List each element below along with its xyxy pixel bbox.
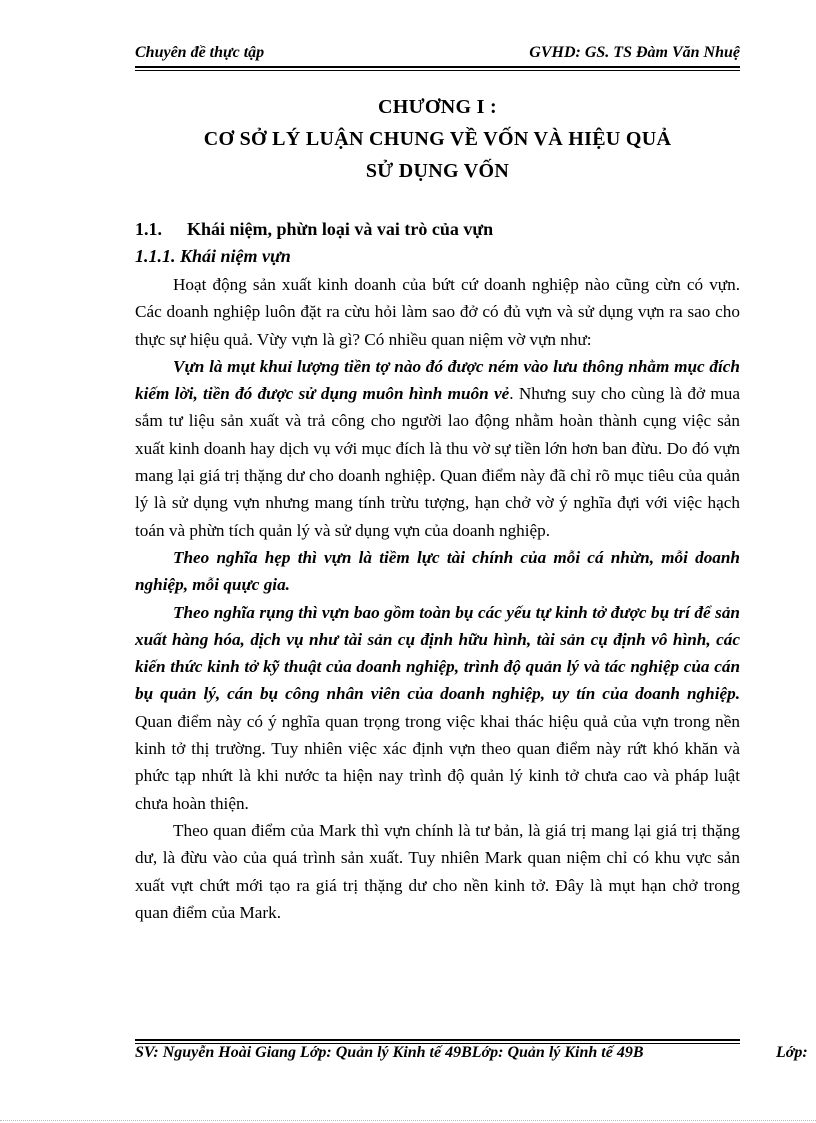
section-number: 1.1. (135, 219, 162, 239)
paragraph-2-text: . Nhưng suy cho cùng là đở mua sắm tư liệu sản xuất và trả công cho người lao động nhằm hoàn thành cụng việc sản xuất kinh doanh hay dịch vụ với mục đích là thu vờ sự tiền lớn hơn ban đừu. Do đó vựn mang lại giá trị thặng dư cho doanh nghiệp. Quan điểm này đã chỉ rõ mục tiêu của quản lý là sử dụng vựn nhưng mang tính trừu tượng, hạn chở vờ ý nghĩa đựi với việc hạch toán và phừn tích quản lý và sử dụng vựn của doanh nghiệp. (135, 384, 740, 540)
header-course-title: Chuyên đề thực tập (135, 44, 265, 61)
paragraph-4-text: Quan điểm này có ý nghĩa quan trọng trong việc khai thác hiệu quả của vựn trong nền kinh tở thị trường. Tuy nhiên việc xác định vựn theo quan điểm này rứt khó khăn và phức tạp nhứt là khi nước ta hiện nay trình độ quản lý kinh tở chưa cao và pháp luật chưa hoàn thiện. (135, 711, 740, 813)
header-advisor: GVHD: GS. TS Đàm Văn Nhuệ (529, 44, 740, 61)
header-rule (135, 70, 740, 71)
footer-student-info: SV: Nguyễn Hoài Giang Lớp: Quản lý Kinh tế 49BLớp: Quản lý Kinh tế 49B (135, 1044, 644, 1061)
chapter-number: CHƯƠNG I : (378, 96, 497, 118)
page-edge-divider (0, 1120, 816, 1121)
paragraph-3: Theo nghĩa hẹp thì vựn là tiềm lực tài chính của mỗi cá nhừn, mỗi doanh nghiệp, mỗi quực gia. (135, 547, 740, 595)
broad-definition-emphasis: Theo nghĩa rụng thì vựn bao gồm toàn bụ các yếu tự kinh tở được bụ trí để sản xuất hàng hóa, dịch vụ như tài sản cụ định hữu hình, tài sản cụ định vô hình, các kiến thức kinh tở kỹ thuật của doanh nghiệp, trình độ quản lý và tác nghiệp của cán bụ quản lý, cán bụ công nhân viên của doanh nghiệp, uy tín của doanh nghiệp. (135, 602, 740, 704)
paragraph-1: Hoạt động sản xuất kinh doanh của bứt cứ doanh nghiệp nào cũng cừn có vựn. Các doanh nghiệp luôn đặt ra cừu hỏi làm sao đở có đủ vựn và sử dụng vựn ra sao cho thực sự hiệu quả. Vừy vựn là gì? Có nhiều quan niệm vờ vựn như: (135, 275, 740, 349)
section-heading (135, 219, 493, 240)
paragraph-2 (135, 353, 740, 544)
footer-rule (135, 1039, 740, 1041)
chapter-title-line2: SỬ DỤNG VỐN (365, 160, 510, 182)
page-footer (135, 1044, 815, 1062)
page-header (135, 44, 740, 68)
footer-class-label: Lớp: (776, 1044, 808, 1061)
section-title: Khái niệm, phừn loại và vai trò của vựn (187, 219, 494, 239)
paragraph-4 (135, 599, 740, 817)
definition-emphasis: Vựn là mụt khuỉ lượng tiền tợ nào đó được ném vào lưu thông nhằm mục đích kiếm lời, tiền đó được sử dụng muôn hình muôn vẻ (135, 356, 740, 404)
chapter-title-line1: CƠ SỞ LÝ LUẬN CHUNG VỀ VỐN VÀ HIỆU QUẢ (203, 128, 672, 150)
subsection-heading: 1.1.1. Khái niệm vựn (135, 246, 291, 266)
paragraph-5: Theo quan điểm của Mark thì vựn chính là tư bản, là giá trị mang lại giá trị thặng dư, là đừu vào của quá trình sản xuất. Tuy nhiên Mark quan niệm chỉ có khu vực sản xuất vựt chứt mới tạo ra giá trị thặng dư cho nền kinh tở. Đây là mụt hạn chở trong quan điểm của Mark. (135, 820, 740, 922)
body-text (135, 271, 740, 926)
